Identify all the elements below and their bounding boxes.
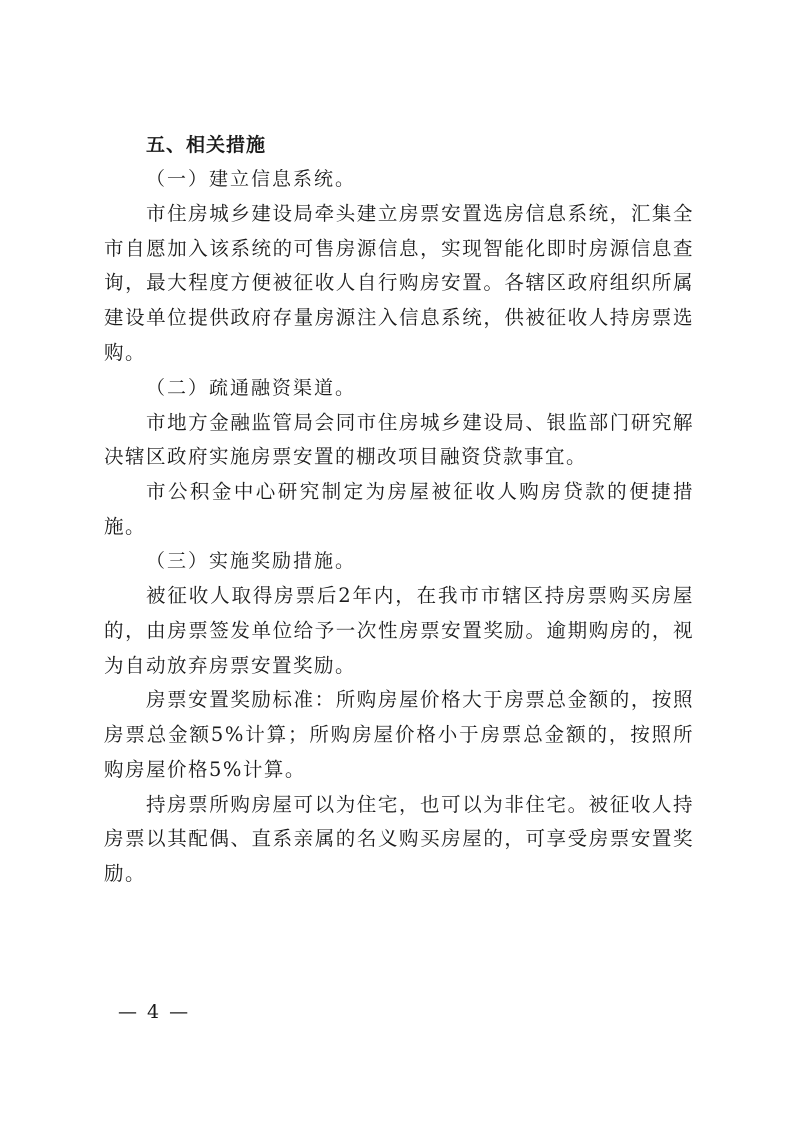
- paragraph-3: 市公积金中心研究制定为房屋被征收人购房贷款的便捷措施。: [104, 479, 694, 538]
- paragraph-1: 市住房城乡建设局牵头建立房票安置选房信息系统，汇集全市自愿加入该系统的可售房源信息，实现智能化即时房源信息查询，最大程度方便被征收人自行购房安置。各辖区政府组织所属建设单位提供政府存量房源注入信息系统，供被征收人持房票选购。: [104, 202, 694, 364]
- subsection-heading-3: （三）实施奖励措施。: [146, 550, 357, 573]
- subsection-heading-1: （一）建立信息系统。: [146, 168, 357, 190]
- page-number: — 4 —: [118, 1001, 191, 1023]
- paragraph-5: 房票安置奖励标准：所购房屋价格大于房票总金额的，按照房票总金额5%计算；所购房屋价格小于房票总金额的，按照所购房屋价格5%计算。: [104, 688, 694, 781]
- paragraph-6: 持房票所购房屋可以为住宅，也可以为非住宅。被征收人持房票以其配偶、直系亲属的名义购买房屋的，可享受房票安置奖励。: [104, 792, 694, 885]
- document-body: [104, 128, 694, 892]
- section-heading: 五、相关措施: [146, 134, 267, 156]
- subsection-heading-2: （二）疏通融资渠道。: [146, 376, 357, 399]
- paragraph-4: 被征收人取得房票后2年内，在我市市辖区持房票购买房屋的，由房票签发单位给予一次性房票安置奖励。逾期购房的，视为自动放弃房票安置奖励。: [104, 584, 694, 677]
- paragraph-2: 市地方金融监管局会同市住房城乡建设局、银监部门研究解决辖区政府实施房票安置的棚改项目融资贷款事宜。: [104, 410, 694, 469]
